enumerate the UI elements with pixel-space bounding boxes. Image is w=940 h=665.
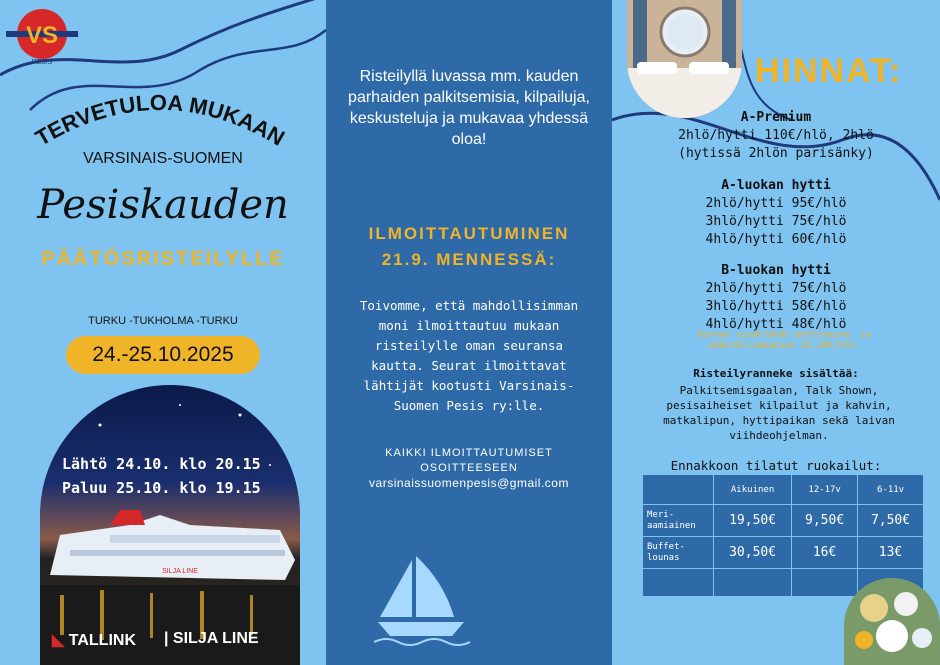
food-photo xyxy=(844,578,940,665)
premium-line1: 2hlö/hytti 110€/hlö, 2hlö xyxy=(678,128,874,143)
region-label: VARSINAIS-SUOMEN xyxy=(83,150,243,167)
row-label-1: Meri- xyxy=(647,509,675,520)
cruise-title: PÄÄTÖSRISTEILYLLE xyxy=(41,248,285,270)
empty-cell xyxy=(643,569,714,597)
row-label-2: aamiainen xyxy=(647,520,696,531)
premium-title: A-Premium xyxy=(740,110,812,125)
table-header-cell: 12-17v xyxy=(792,475,858,505)
contact-title: KAIKKI ILMOITTAUTUMISET OSOITTEESEEN xyxy=(385,447,553,474)
row-label xyxy=(643,505,714,537)
price-note: Hinnat sisältävät polttoaine- ja päästölisämaksun 15.20€/hlö. xyxy=(697,330,872,351)
table-row xyxy=(643,505,924,537)
tallink-logo: ◣ TALLINK xyxy=(52,632,136,649)
empty-cell xyxy=(714,569,792,597)
price-cell: 13€ xyxy=(858,537,924,569)
row-label xyxy=(643,537,714,569)
email-link[interactable]: varsinaissuomenpesis@gmail.com xyxy=(369,476,569,490)
meals-title: Ennakkoon tilatut ruokailut: xyxy=(670,458,882,473)
prices-title: HINNAT: xyxy=(755,52,903,90)
ship-illustration xyxy=(40,385,300,665)
table-header-cell: 6-11v xyxy=(858,475,924,505)
table-header-row xyxy=(643,475,924,505)
table-header-cell: Aikuinen xyxy=(714,475,792,505)
price-cell: 7,50€ xyxy=(858,505,924,537)
package-text: Palkitsemisgaalan, Talk Shown, pesisaiheiset kilpailut ja kahvin, matkalipun, hyttipaikan sekä laivan viihdeohjelman. xyxy=(663,384,895,442)
season-title: Pesiskauden xyxy=(37,182,289,228)
cabin-illustration xyxy=(627,0,742,118)
row-label-1: Buffet- xyxy=(647,541,685,552)
dates-badge: 24.-25.10.2025 xyxy=(66,336,260,374)
row-label-2: lounas xyxy=(647,552,680,563)
left-panel xyxy=(0,0,326,665)
a-class-line: 3hlö/hytti 75€/hlö xyxy=(705,214,847,229)
package-title: Risteilyranneke sisältää: xyxy=(693,367,859,380)
sailboat-icon xyxy=(374,552,474,647)
right-panel xyxy=(612,0,940,665)
logo-icon xyxy=(4,4,82,66)
a-class-title: A-luokan hytti xyxy=(721,178,831,193)
b-class-line: 4hlö/hytti 48€/hlö xyxy=(705,317,847,332)
svg-text:TERVETULOA MUKAAN: TERVETULOA MUKAAN xyxy=(31,89,289,151)
registration-deadline: 21.9. MENNESSÄ: xyxy=(381,250,557,269)
registration-body: Toivomme, että mahdollisimman moni ilmoittautuu mukaan risteilylle oman seuransa kautta. Seurat ilmoittavat lähtijät kootusti Varsinais-Suomen Pesis ry:lle. xyxy=(359,298,579,413)
middle-panel xyxy=(326,0,612,665)
registration-title: ILMOITTAUTUMINEN xyxy=(368,224,570,243)
b-class-line: 2hlö/hytti 75€/hlö xyxy=(705,281,847,296)
silja-text: SILJA LINE xyxy=(172,630,259,647)
svg-text:PESIS: PESIS xyxy=(31,59,53,66)
intro-text: Risteilyllä luvassa mm. kauden parhaiden palkitsemisia, kilpailuja, keskusteluja ja mukavaa yhdessä oloa! xyxy=(348,68,590,148)
price-cell: 19,50€ xyxy=(714,505,792,537)
price-cell: 9,50€ xyxy=(792,505,858,537)
svg-text:SILJA LINE: SILJA LINE xyxy=(162,568,198,575)
departure-time: Lähtö 24.10. klo 20.15 xyxy=(62,455,261,473)
ship-photo xyxy=(40,385,300,665)
price-cell: 30,50€ xyxy=(714,537,792,569)
svg-text:VS: VS xyxy=(25,22,59,49)
a-class-line: 4hlö/hytti 60€/hlö xyxy=(705,232,847,247)
silja-logo: | SILJA LINE xyxy=(164,630,259,647)
premium-line2: (hytissä 2hlön parisänky) xyxy=(678,146,874,161)
empty-cell xyxy=(792,569,858,597)
price-cell: 16€ xyxy=(792,537,858,569)
b-class-line: 3hlö/hytti 58€/hlö xyxy=(705,299,847,314)
return-time: Paluu 25.10. klo 19.15 xyxy=(62,479,261,497)
tallink-text: TALLINK xyxy=(68,632,136,649)
food-illustration xyxy=(844,578,940,665)
cabin-photo xyxy=(627,0,742,118)
table-row xyxy=(643,537,924,569)
a-class-line: 2hlö/hytti 95€/hlö xyxy=(705,196,847,211)
b-class-title: B-luokan hytti xyxy=(721,263,831,278)
table-header-cell xyxy=(643,475,714,505)
route-label: TURKU -TUKHOLMA -TURKU xyxy=(88,315,238,327)
